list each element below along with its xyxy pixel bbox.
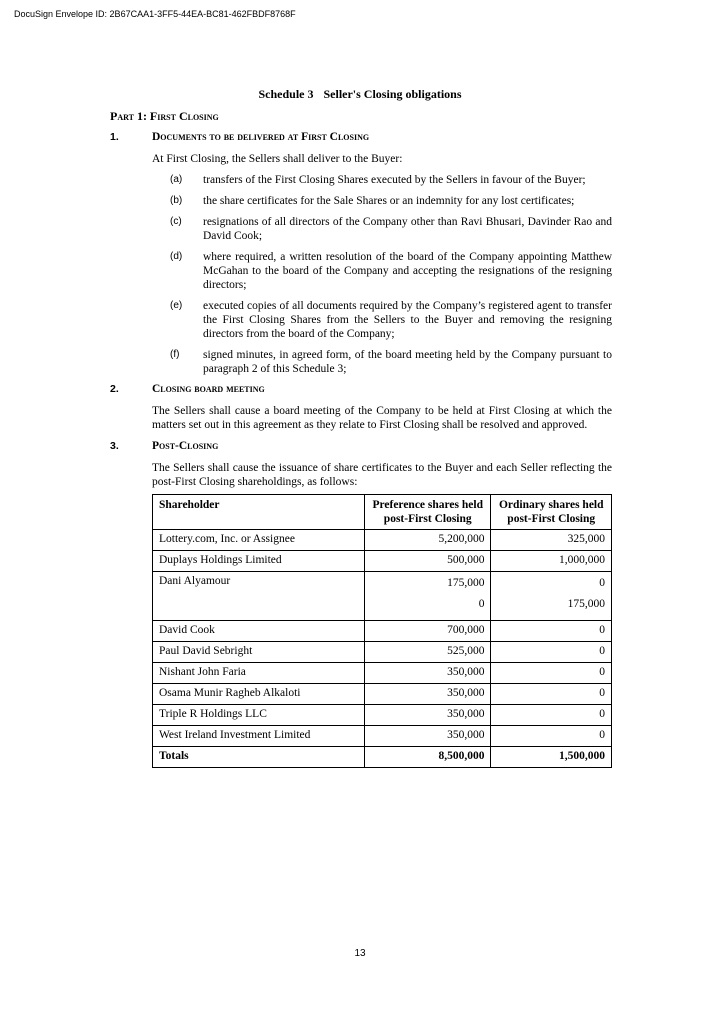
cell-ordinary: 0	[491, 663, 612, 684]
schedule-title	[0, 87, 720, 102]
item-label: (d)	[170, 251, 183, 262]
cell-value: 175,000	[567, 598, 605, 610]
table-row	[153, 684, 612, 705]
header-preference: Preference shares held post-First Closing	[365, 495, 491, 530]
cell-ordinary: 0	[491, 621, 612, 642]
cell-totals-label: Totals	[153, 747, 365, 768]
cell-shareholder: Lottery.com, Inc. or Assignee	[153, 530, 365, 551]
cell-shareholder: Osama Munir Ragheb Alkaloti	[153, 684, 365, 705]
schedule-heading: Seller's Closing obligations	[323, 87, 462, 101]
item-label: (b)	[170, 195, 183, 206]
cell-preference: 700,000	[365, 621, 491, 642]
item-label: (c)	[170, 216, 182, 227]
cell-ordinary: 325,000	[491, 530, 612, 551]
cell-total-preference: 8,500,000	[365, 747, 491, 768]
section-intro: The Sellers shall cause a board meeting of the Company to be held at First Closing at which the matters set out in this agreement as they relate to First Closing shall be resolved and approved.	[152, 405, 612, 431]
cell-preference: 350,000	[365, 684, 491, 705]
cell-shareholder: Nishant John Faria	[153, 663, 365, 684]
item-label: (a)	[170, 174, 183, 185]
part-title: Part 1: First Closing	[110, 109, 219, 123]
cell-preference: 500,000	[365, 551, 491, 572]
cell-shareholder: Duplays Holdings Limited	[153, 551, 365, 572]
section-number: 1.	[110, 131, 119, 143]
section-heading: Documents to be delivered at First Closing	[152, 131, 370, 143]
item-text: resignations of all directors of the Company other than Ravi Bhusari, Davinder Rao and David Cook;	[203, 216, 612, 242]
item-text: executed copies of all documents required by the Company’s registered agent to transfer the First Closing Shares from the Sellers to the Buyer and removing the resigning directors from the board of the Company;	[203, 300, 612, 340]
cell-value: 0	[478, 598, 485, 610]
cell-preference: 5,200,000	[365, 530, 491, 551]
cell-ordinary: 1,000,000	[491, 551, 612, 572]
table-row	[153, 705, 612, 726]
cell-shareholder: Dani Alyamour	[153, 572, 365, 621]
cell-preference: 350,000	[365, 705, 491, 726]
schedule-number: Schedule 3	[258, 87, 314, 101]
section-heading: Closing board meeting	[152, 383, 265, 395]
table-row	[153, 642, 612, 663]
cell-preference: 350,000	[365, 726, 491, 747]
cell-ordinary: 0	[491, 642, 612, 663]
cell-preference: 350,000	[365, 663, 491, 684]
cell-ordinary: 0	[491, 705, 612, 726]
section-heading: Post-Closing	[152, 440, 219, 452]
cell-shareholder: West Ireland Investment Limited	[153, 726, 365, 747]
section-intro: The Sellers shall cause the issuance of share certificates to the Buyer and each Seller reflecting the post-First Closing shareholdings, as follows:	[152, 462, 612, 488]
item-text: where required, a written resolution of the board of the Company appointing Matthew McGahan to the board of the Company and accepting the resignations of the resigning directors;	[203, 251, 612, 291]
cell-value: 0	[599, 577, 605, 589]
section-number: 2.	[110, 383, 119, 395]
cell-ordinary	[491, 572, 612, 621]
cell-preference	[365, 572, 491, 621]
table-row	[153, 572, 612, 621]
header-ordinary: Ordinary shares held post-First Closing	[491, 495, 612, 530]
page-number: 13	[354, 948, 366, 959]
cell-ordinary: 0	[491, 726, 612, 747]
cell-ordinary: 0	[491, 684, 612, 705]
table-row	[153, 663, 612, 684]
envelope-id: DocuSign Envelope ID: 2B67CAA1-3FF5-44EA-BC81-462FBDF8768F	[14, 9, 296, 19]
table-row	[153, 530, 612, 551]
cell-shareholder: David Cook	[153, 621, 365, 642]
cell-value: 175,000	[447, 577, 485, 589]
item-text: the share certificates for the Sale Shares or an indemnity for any lost certificates;	[203, 195, 575, 207]
section-number: 3.	[110, 440, 119, 452]
header-shareholder: Shareholder	[153, 495, 365, 530]
item-label: (f)	[170, 349, 180, 360]
cell-shareholder: Triple R Holdings LLC	[153, 705, 365, 726]
cell-total-ordinary: 1,500,000	[491, 747, 612, 768]
table-row	[153, 621, 612, 642]
table-row	[153, 551, 612, 572]
item-label: (e)	[170, 300, 183, 311]
item-text: transfers of the First Closing Shares executed by the Sellers in favour of the Buyer;	[203, 174, 586, 186]
cell-shareholder: Paul David Sebright	[153, 642, 365, 663]
table-header-row	[153, 495, 612, 530]
shareholdings-table	[152, 494, 612, 768]
table-totals-row	[153, 747, 612, 768]
cell-preference: 525,000	[365, 642, 491, 663]
item-text: signed minutes, in agreed form, of the board meeting held by the Company pursuant to paragraph 2 of this Schedule 3;	[203, 349, 612, 375]
table-row	[153, 726, 612, 747]
section-intro: At First Closing, the Sellers shall deliver to the Buyer:	[152, 153, 403, 165]
